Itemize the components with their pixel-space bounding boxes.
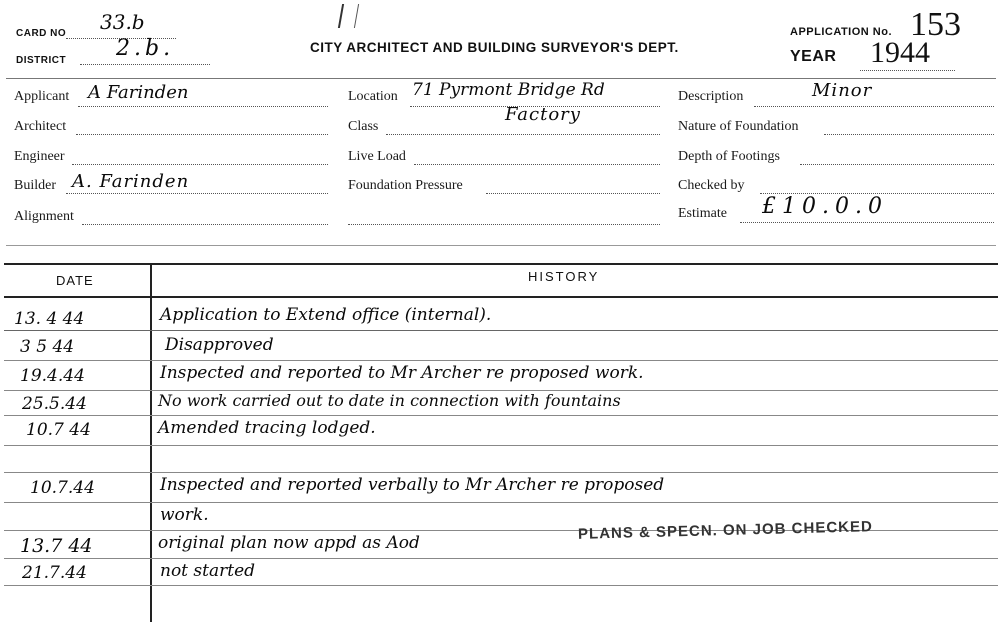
table-row-history: No work carried out to date in connection with fountains [158, 391, 621, 410]
table-row-date: 10.7 44 [26, 420, 91, 440]
checked-by-label: Checked by [678, 178, 745, 193]
table-row-date: 10.7.44 [30, 478, 95, 498]
pen-mark [338, 4, 359, 28]
department-title: CITY ARCHITECT AND BUILDING SURVEYOR'S DEPT. [310, 40, 679, 55]
table-row-history: work. [160, 505, 209, 525]
architect-label: Architect [14, 119, 67, 134]
table-row-date: 25.5.44 [22, 394, 87, 414]
application-no-value: 153 [910, 6, 961, 43]
estimate-label: Estimate [678, 206, 727, 221]
table-row-date: 19.4.44 [20, 366, 85, 386]
card-no-label: CARD NO [16, 28, 67, 39]
details-bottom-rule [6, 245, 996, 246]
table-row-history: Inspected and reported verbally to Mr Archer re proposed [160, 475, 665, 495]
details-top-rule [6, 78, 996, 79]
nature-of-foundation-label: Nature of Foundation [678, 119, 799, 134]
applicant-label: Applicant [14, 89, 70, 104]
district-label: DISTRICT [16, 55, 67, 66]
date-column-header: DATE [56, 273, 94, 288]
location-value: 71 Pyrmont Bridge Rd [412, 80, 605, 100]
table-row-history: Application to Extend office (internal). [160, 305, 492, 325]
class-value: Factory [505, 104, 581, 125]
table-row-history: not started [160, 561, 256, 581]
date-column-divider [150, 264, 152, 622]
table-row-history: original plan now appd as Aod [158, 533, 420, 553]
year-label: YEAR [790, 48, 837, 65]
year-value: 1944 [870, 36, 930, 69]
district-value: 2.b. [116, 36, 175, 61]
table-row-history: Amended tracing lodged. [158, 418, 376, 438]
table-row-date: 13. 4 44 [14, 309, 85, 329]
builder-value: A. Farinden [72, 171, 190, 192]
builder-label: Builder [14, 178, 56, 193]
card-no-value: 33.b [100, 10, 145, 34]
alignment-label: Alignment [14, 209, 74, 224]
table-top-rule [4, 263, 998, 265]
applicant-value: A Farinden [88, 82, 189, 103]
foundation-pressure-label: Foundation Pressure [348, 178, 463, 193]
location-label: Location [348, 89, 398, 104]
table-row-date: 21.7.44 [22, 563, 87, 583]
table-row-history: Inspected and reported to Mr Archer re proposed work. [160, 363, 644, 383]
table-row-date: 3 5 44 [20, 337, 75, 357]
live-load-label: Live Load [348, 149, 406, 164]
table-row-history: Disapproved [165, 335, 274, 355]
class-label: Class [348, 119, 379, 134]
description-value: Minor [812, 80, 873, 101]
depth-of-footings-label: Depth of Footings [678, 149, 780, 164]
checked-stamp: PLANS & SPECN. ON JOB CHECKED [577, 518, 874, 543]
table-row-date: 13.7 44 [20, 535, 93, 557]
engineer-label: Engineer [14, 149, 65, 164]
table-header-rule [4, 296, 998, 298]
estimate-value: £10.0.0 [762, 194, 888, 219]
history-column-header: HISTORY [528, 269, 600, 284]
application-no-label: APPLICATION No. [790, 26, 893, 38]
description-label: Description [678, 89, 744, 104]
